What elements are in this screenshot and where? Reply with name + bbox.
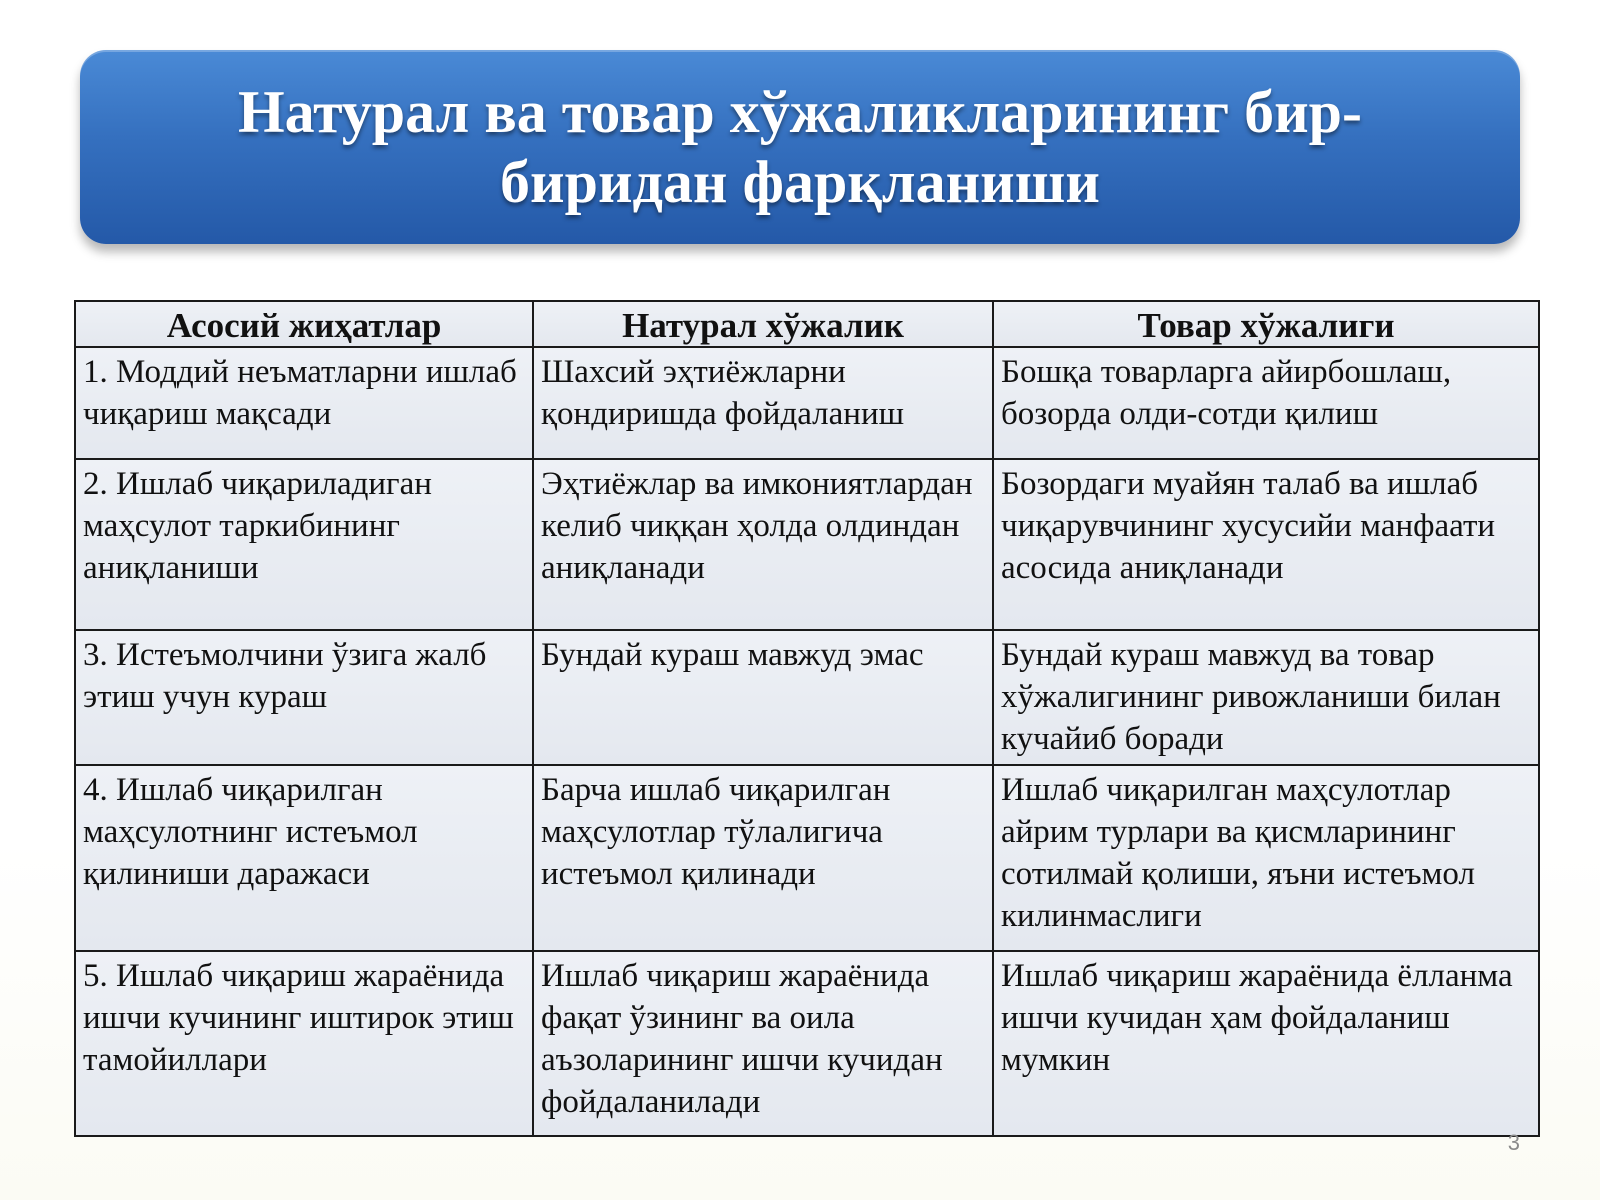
table-cell-commodity: Ишлаб чиқариш жараёнида ёлланма ишчи кучидан ҳам фойдаланиш мумкин — [993, 951, 1539, 1136]
table-cell-natural: Бундай кураш мавжуд эмас — [533, 630, 993, 765]
table-cell-commodity: Бозордаги муайян талаб ва ишлаб чиқарувчининг хусусийи манфаати асосида аниқланади — [993, 459, 1539, 630]
header-aspects: Асосий жиҳатлар — [75, 301, 533, 347]
table-cell-natural: Шахсий эҳтиёжларни қондиришда фойдаланиш — [533, 347, 993, 459]
header-commodity-economy: Товар хўжалиги — [993, 301, 1539, 347]
table-cell-commodity: Бошқа товарларга айирбошлаш, бозорда олди-сотди қилиш — [993, 347, 1539, 459]
comparison-table-container — [74, 300, 1538, 1137]
table-cell-aspect: 2. Ишлаб чиқариладиган маҳсулот таркибининг аниқланиши — [75, 459, 533, 630]
table-cell-aspect: 4. Ишлаб чиқарилган маҳсулотнинг истеъмол қилиниши даражаси — [75, 765, 533, 951]
table-cell-commodity: Ишлаб чиқарилган маҳсулотлар айрим турлари ва қисмларининг сотилмай қолиши, яъни истеъмол килинмаслиги — [993, 765, 1539, 951]
table-header-row — [75, 301, 1539, 347]
table-row — [75, 951, 1539, 1136]
table-cell-natural: Ишлаб чиқариш жараёнида фақат ўзининг ва оила аъзоларининг ишчи кучидан фойдаланилади — [533, 951, 993, 1136]
header-natural-economy: Натурал хўжалик — [533, 301, 993, 347]
table-cell-natural: Барча ишлаб чиқарилган маҳсулотлар тўлалигича истеъмол қилинади — [533, 765, 993, 951]
table-row — [75, 630, 1539, 765]
title-banner — [80, 50, 1520, 244]
slide-number: 3 — [1507, 1130, 1520, 1155]
slide-title: Натурал ва товар хўжаликларининг бир-биридан фарқланиши — [237, 79, 1363, 215]
table-row — [75, 765, 1539, 951]
table-cell-aspect: 3. Истеъмолчини ўзига жалб этиш учун кураш — [75, 630, 533, 765]
table-cell-aspect: 1. Моддий неъматларни ишлаб чиқариш мақсади — [75, 347, 533, 459]
table-cell-commodity: Бундай кураш мавжуд ва товар хўжалигининг ривожланиши билан кучайиб боради — [993, 630, 1539, 765]
comparison-table — [74, 300, 1540, 1137]
table-cell-aspect: 5. Ишлаб чиқариш жараёнида ишчи кучининг иштирок этиш тамойиллари — [75, 951, 533, 1136]
table-cell-natural: Эҳтиёжлар ва имкониятлардан келиб чиққан ҳолда олдиндан аниқланади — [533, 459, 993, 630]
table-row — [75, 347, 1539, 459]
table-row — [75, 459, 1539, 630]
